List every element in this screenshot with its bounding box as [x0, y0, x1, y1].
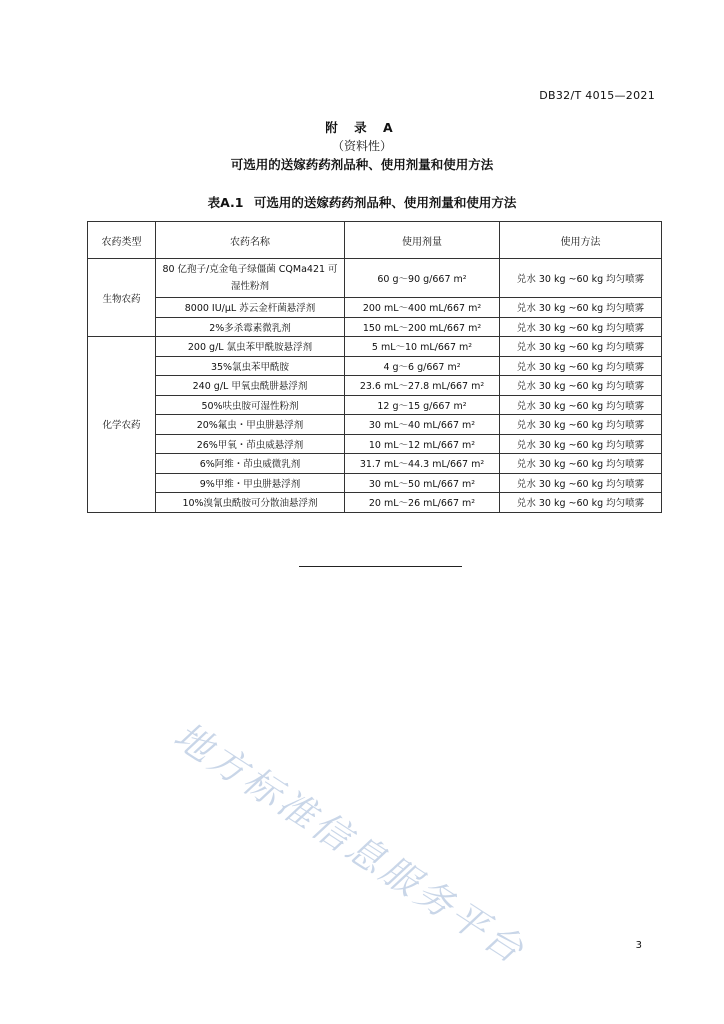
- pesticide-name-cell: 10%溴氰虫酰胺可分散油悬浮剂: [156, 493, 345, 513]
- table-row: [88, 434, 662, 454]
- pesticide-name-cell: 80 亿孢子/克金龟子绿僵菌 CQMa421 可湿性粉剂: [156, 259, 345, 298]
- table-row: [88, 298, 662, 318]
- method-cell: 兑水 30 kg ~60 kg 均匀喷雾: [500, 493, 662, 513]
- pesticide-name-cell: 20%氟虫・甲虫肼悬浮剂: [156, 415, 345, 435]
- method-cell: 兑水 30 kg ~60 kg 均匀喷雾: [500, 415, 662, 435]
- dosage-cell: 150 mL～200 mL/667 m²: [345, 317, 500, 337]
- category-cell: 化学农药: [88, 337, 156, 513]
- pesticide-name-cell: 35%氯虫苯甲酰胺: [156, 356, 345, 376]
- header-cell: 使用方法: [500, 222, 662, 259]
- dosage-cell: 60 g～90 g/667 m²: [345, 259, 500, 298]
- dosage-cell: 31.7 mL～44.3 mL/667 m²: [345, 454, 500, 474]
- pesticide-name-cell: 6%阿维・茚虫威微乳剂: [156, 454, 345, 474]
- table-row: [88, 337, 662, 357]
- method-cell: 兑水 30 kg ~60 kg 均匀喷雾: [500, 454, 662, 474]
- dosage-cell: 5 mL～10 mL/667 m²: [345, 337, 500, 357]
- header-cell: 使用剂量: [345, 222, 500, 259]
- pesticide-name-cell: 8000 IU/μL 苏云金杆菌悬浮剂: [156, 298, 345, 318]
- dosage-cell: 20 mL～26 mL/667 m²: [345, 493, 500, 513]
- pesticide-name-cell: 26%甲氧・茚虫威悬浮剂: [156, 434, 345, 454]
- annex-type: （资料性）: [331, 139, 392, 153]
- method-cell: 兑水 30 kg ~60 kg 均匀喷雾: [500, 473, 662, 493]
- pesticide-name-cell: 200 g/L 氯虫苯甲酰胺悬浮剂: [156, 337, 345, 357]
- annex-header: [0, 119, 724, 175]
- table-row: [88, 356, 662, 376]
- dosage-cell: 12 g～15 g/667 m²: [345, 395, 500, 415]
- category-cell: 生物农药: [88, 259, 156, 337]
- table-caption: [0, 193, 724, 211]
- method-cell: 兑水 30 kg ~60 kg 均匀喷雾: [500, 376, 662, 396]
- method-cell: 兑水 30 kg ~60 kg 均匀喷雾: [500, 317, 662, 337]
- table-row: [88, 376, 662, 396]
- pesticide-name-cell: 2%多杀霉素微乳剂: [156, 317, 345, 337]
- table-row: [88, 493, 662, 513]
- pesticide-name-cell: 240 g/L 甲氧虫酰肼悬浮剂: [156, 376, 345, 396]
- dosage-cell: 30 mL～40 mL/667 m²: [345, 415, 500, 435]
- method-cell: 兑水 30 kg ~60 kg 均匀喷雾: [500, 395, 662, 415]
- annex-heading: 可选用的送嫁药药剂品种、使用剂量和使用方法: [230, 157, 494, 172]
- pesticide-name-cell: 50%呋虫胺可湿性粉剂: [156, 395, 345, 415]
- end-of-document-rule: [299, 566, 462, 567]
- dosage-cell: 10 mL～12 mL/667 m²: [345, 434, 500, 454]
- pesticide-table: [87, 221, 662, 513]
- table-row: [88, 317, 662, 337]
- method-cell: 兑水 30 kg ~60 kg 均匀喷雾: [500, 259, 662, 298]
- method-cell: 兑水 30 kg ~60 kg 均匀喷雾: [500, 434, 662, 454]
- table-row: [88, 415, 662, 435]
- annex-title: 附 录 A: [325, 120, 399, 135]
- table-caption-number: 表A.1: [207, 195, 244, 210]
- dosage-cell: 23.6 mL～27.8 mL/667 m²: [345, 376, 500, 396]
- table-row: [88, 473, 662, 493]
- table-row: [88, 454, 662, 474]
- dosage-cell: 4 g～6 g/667 m²: [345, 356, 500, 376]
- watermark: 地方标准信息服务平台: [166, 713, 534, 974]
- table-row: [88, 395, 662, 415]
- dosage-cell: 200 mL～400 mL/667 m²: [345, 298, 500, 318]
- method-cell: 兑水 30 kg ~60 kg 均匀喷雾: [500, 298, 662, 318]
- pesticide-name-cell: 9%甲维・甲虫肼悬浮剂: [156, 473, 345, 493]
- table-header-row: [88, 222, 662, 259]
- table-row: [88, 259, 662, 298]
- dosage-cell: 30 mL～50 mL/667 m²: [345, 473, 500, 493]
- standard-code: DB32/T 4015—2021: [539, 89, 655, 102]
- method-cell: 兑水 30 kg ~60 kg 均匀喷雾: [500, 356, 662, 376]
- header-cell: 农药类型: [88, 222, 156, 259]
- page-number: 3: [635, 940, 642, 951]
- header-cell: 农药名称: [156, 222, 345, 259]
- table-caption-title: 可选用的送嫁药药剂品种、使用剂量和使用方法: [253, 195, 517, 210]
- method-cell: 兑水 30 kg ~60 kg 均匀喷雾: [500, 337, 662, 357]
